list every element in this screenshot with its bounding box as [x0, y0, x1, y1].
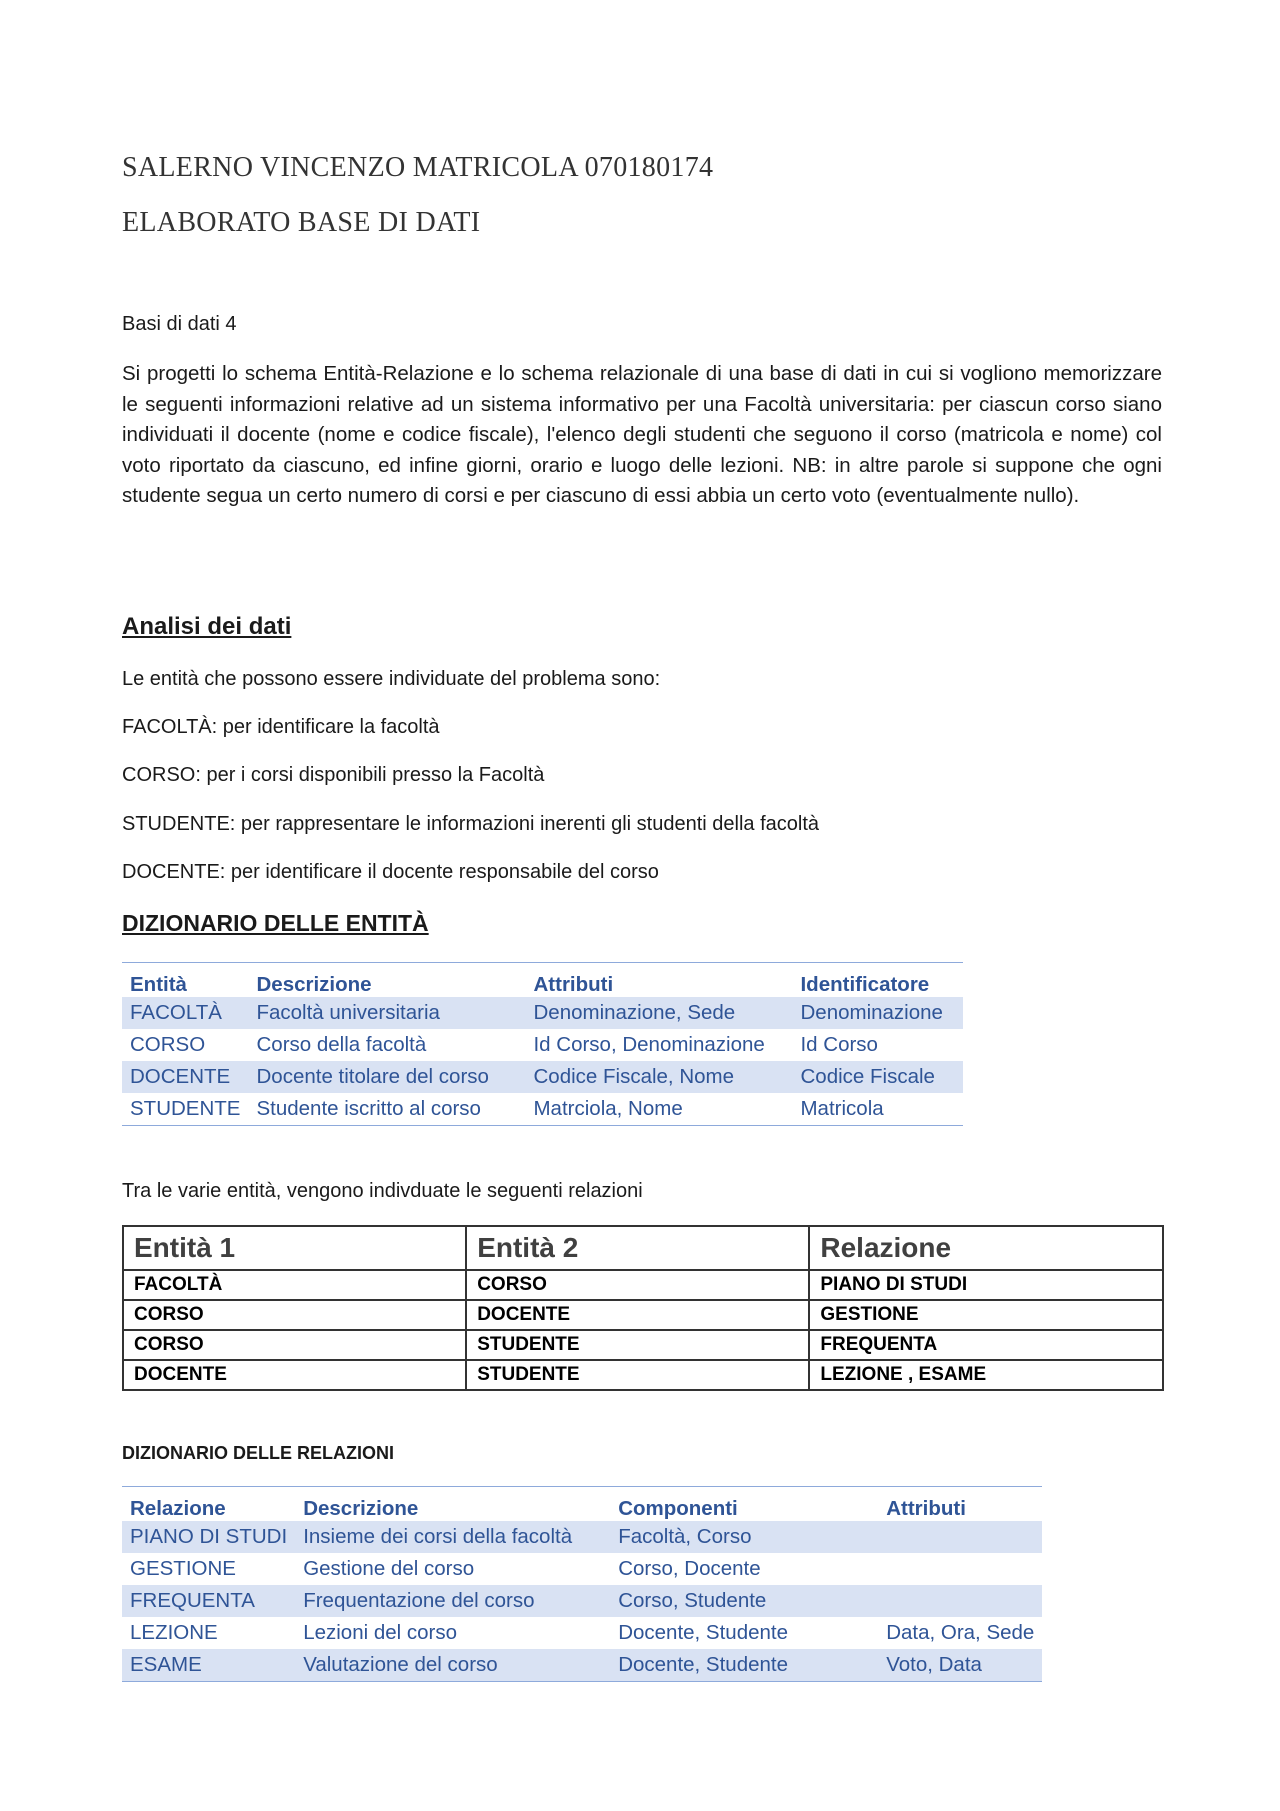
entity-dictionary-table — [122, 962, 963, 1126]
table-cell — [878, 1521, 1042, 1553]
column-header: Entità — [130, 973, 187, 996]
column-header: Attributi — [533, 973, 614, 996]
table-cell: PIANO DI STUDI — [809, 1270, 1163, 1300]
table-row — [123, 1360, 1163, 1390]
table-cell: Matrciola, Nome — [533, 1097, 683, 1120]
table-cell: DOCENTE — [123, 1360, 466, 1390]
table-cell: Facoltà universitaria — [248, 997, 525, 1029]
table-row — [122, 1061, 963, 1093]
analysis-line: FACOLTÀ: per identificare la facoltà — [122, 716, 440, 738]
table-cell: LEZIONE , ESAME — [809, 1360, 1163, 1390]
analysis-line: STUDENTE: per rappresentare le informazioni inerenti gli studenti della facoltà — [122, 813, 820, 835]
column-header: Attributi — [886, 1497, 966, 1520]
table-row — [122, 1029, 963, 1061]
table-cell: DOCENTE — [466, 1300, 809, 1330]
table-cell: GESTIONE — [809, 1300, 1163, 1330]
table-row — [122, 1649, 1042, 1682]
exercise-paragraph: Si progetti lo schema Entità-Relazione e lo schema relazionale di una base di dati in cui si vogliono memorizzare le seguenti informazioni relative ad un sistema informativo per una Facoltà universitaria: per ciascun corso siano individuati il docente (nome e codice fiscale), l'elenco degli studenti che seguono il corso (matricola e nome) col voto riportato da ciascuno, ed infine giorni, orario e luogo delle lezioni. NB: in altre parole si suppone che ogni studente segua un certo numero di corsi e per ciascuno di essi abbia un certo voto (eventualmente nullo). — [122, 362, 1162, 507]
table-cell: PIANO DI STUDI — [122, 1521, 295, 1553]
table-cell: Gestione del corso — [303, 1557, 475, 1580]
column-header: Descrizione — [256, 973, 372, 996]
relations-intro: Tra le varie entità, vengono indivduate le seguenti relazioni — [122, 1180, 643, 1202]
column-header: Entità 2 — [466, 1226, 809, 1270]
table-row — [122, 1093, 963, 1126]
column-header: Entità 1 — [123, 1226, 466, 1270]
relations-table — [122, 1225, 1164, 1391]
table-cell: Docente, Studente — [618, 1621, 789, 1644]
table-row — [122, 1521, 1042, 1553]
table-cell: DOCENTE — [122, 1061, 248, 1093]
analysis-line: Le entità che possono essere individuate del problema sono: — [122, 668, 661, 690]
table-cell: STUDENTE — [466, 1330, 809, 1360]
table-cell: Denominazione, Sede — [525, 997, 792, 1029]
table-cell: Voto, Data — [878, 1649, 1042, 1682]
table-cell: Id Corso, Denominazione — [533, 1033, 765, 1056]
table-cell: Docente titolare del corso — [248, 1061, 525, 1093]
table-cell: FACOLTÀ — [122, 997, 248, 1029]
table-header-row — [123, 1226, 1163, 1270]
table-cell: Denominazione — [792, 997, 963, 1029]
table-cell: Corso, Docente — [618, 1557, 761, 1580]
table-row — [122, 997, 963, 1029]
relation-dictionary-title: DIZIONARIO DELLE RELAZIONI — [122, 1443, 394, 1463]
table-cell: CORSO — [123, 1300, 466, 1330]
exercise-label: Basi di dati 4 — [122, 313, 237, 335]
table-cell: Lezioni del corso — [303, 1621, 458, 1644]
table-cell: Studente iscritto al corso — [256, 1097, 481, 1120]
table-row — [123, 1270, 1163, 1300]
table-header-row — [122, 963, 963, 998]
table-row — [122, 1553, 1042, 1585]
table-cell: Insieme dei corsi della facoltà — [295, 1521, 610, 1553]
table-cell: Data, Ora, Sede — [886, 1621, 1035, 1644]
table-cell: FACOLTÀ — [123, 1270, 466, 1300]
table-cell: ESAME — [122, 1649, 295, 1682]
table-row — [122, 1617, 1042, 1649]
table-cell: Matricola — [800, 1097, 884, 1120]
table-cell: Corso della facoltà — [256, 1033, 427, 1056]
table-cell: Codice Fiscale, Nome — [525, 1061, 792, 1093]
table-cell: CORSO — [123, 1330, 466, 1360]
table-cell: CORSO — [466, 1270, 809, 1300]
table-cell: FREQUENTA — [809, 1330, 1163, 1360]
table-cell: Frequentazione del corso — [295, 1585, 610, 1617]
table-cell: Codice Fiscale — [792, 1061, 963, 1093]
analysis-title: Analisi dei dati — [122, 613, 292, 640]
analysis-line: DOCENTE: per identificare il docente responsabile del corso — [122, 861, 659, 883]
column-header: Relazione — [809, 1226, 1163, 1270]
column-header: Componenti — [618, 1497, 738, 1520]
table-cell: CORSO — [130, 1033, 206, 1056]
table-row — [122, 1585, 1042, 1617]
table-cell: STUDENTE — [466, 1360, 809, 1390]
table-row — [123, 1330, 1163, 1360]
table-header-row — [122, 1487, 1042, 1522]
table-cell: STUDENTE — [130, 1097, 241, 1120]
table-row — [123, 1300, 1163, 1330]
table-cell: FREQUENTA — [122, 1585, 295, 1617]
relation-dictionary-table — [122, 1486, 1042, 1682]
analysis-line: CORSO: per i corsi disponibili presso la Facoltà — [122, 764, 545, 786]
table-cell: Valutazione del corso — [295, 1649, 610, 1682]
table-cell — [878, 1585, 1042, 1617]
document-title: ELABORATO BASE DI DATI — [122, 207, 481, 238]
table-cell: GESTIONE — [130, 1557, 236, 1580]
entity-dictionary-title: DIZIONARIO DELLE ENTITÀ — [122, 910, 429, 936]
column-header: Descrizione — [303, 1497, 419, 1520]
student-line: SALERNO VINCENZO MATRICOLA 070180174 — [122, 152, 714, 183]
table-cell: Docente, Studente — [610, 1649, 878, 1682]
column-header: Relazione — [130, 1497, 226, 1520]
table-cell — [878, 1553, 1042, 1585]
table-cell: Facoltà, Corso — [610, 1521, 878, 1553]
table-cell: Id Corso — [800, 1033, 878, 1056]
table-cell: LEZIONE — [130, 1621, 218, 1644]
table-cell: Corso, Studente — [610, 1585, 878, 1617]
column-header: Identificatore — [800, 973, 930, 996]
